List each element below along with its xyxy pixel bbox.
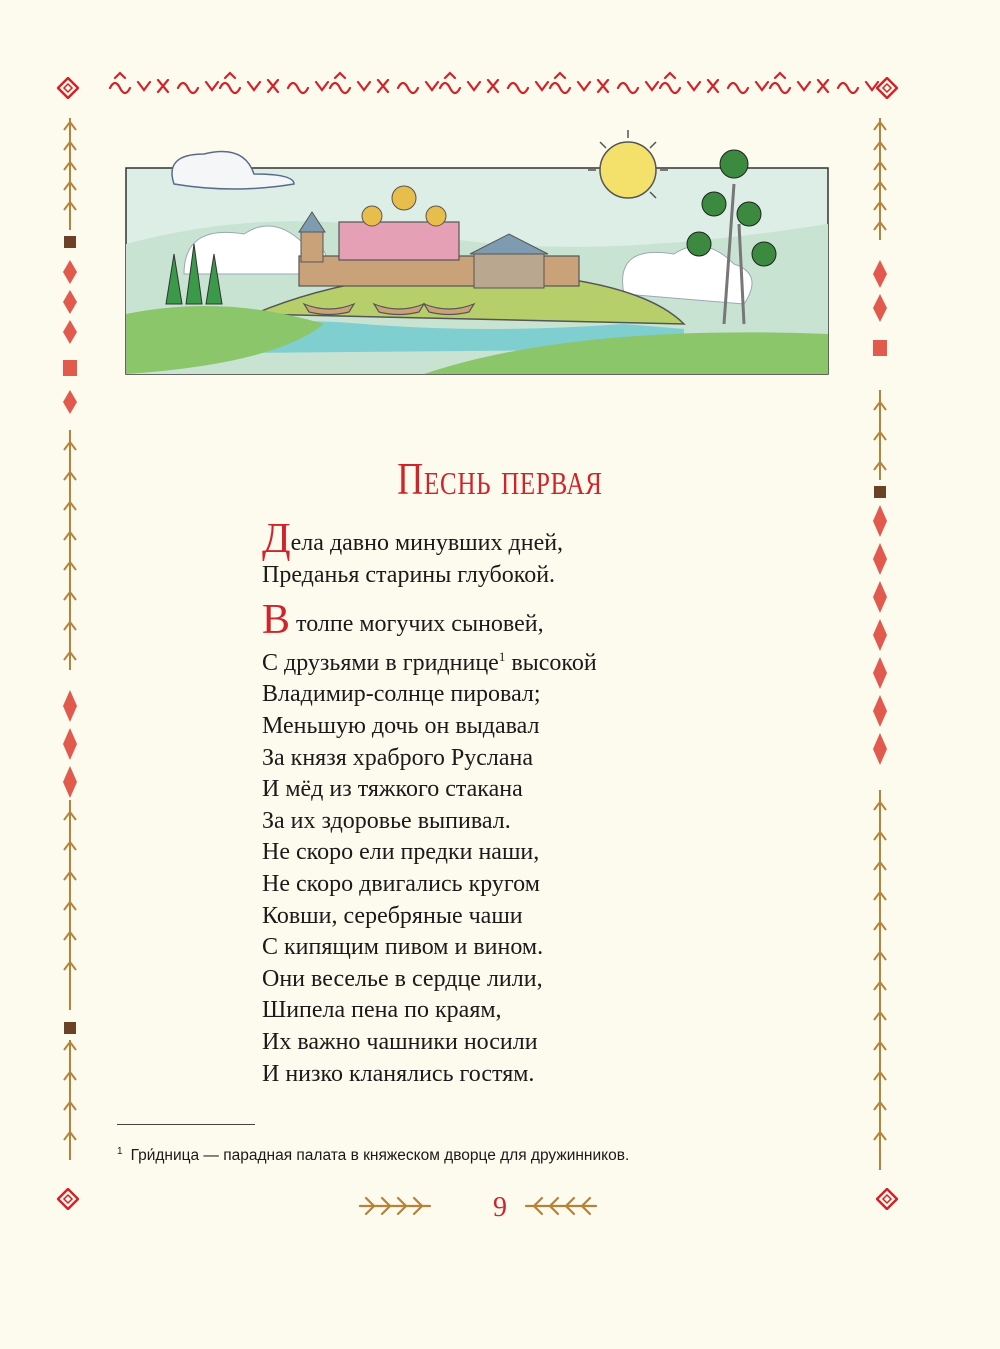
poem-line: Их важно чашники носили bbox=[262, 1028, 538, 1055]
drop-cap: Д bbox=[262, 516, 291, 562]
poem-line: И низко кланялись гостям. bbox=[262, 1060, 535, 1087]
stanza-1 bbox=[262, 516, 822, 591]
footnote-rule bbox=[117, 1124, 255, 1125]
footnote-text: — парадная палата в княжеском дворце для дружинников. bbox=[199, 1147, 630, 1164]
drop-cap: В bbox=[262, 597, 291, 644]
poem-line: Преданья старины глубокой. bbox=[262, 561, 556, 588]
left-border-ornament bbox=[58, 110, 82, 1190]
footnote-term: Гри́дница bbox=[130, 1147, 200, 1164]
poem-line: И мёд из тяжкого стакана bbox=[262, 776, 523, 803]
chapter-title: Песнь первая bbox=[397, 453, 603, 504]
poem-line: Не скоро ели предки наши, bbox=[262, 839, 540, 866]
footnote-reference[interactable]: 1 bbox=[498, 648, 506, 664]
poem-line: Владимир-солнце пировал; bbox=[262, 681, 541, 708]
poem-line: В толпе могучих сыновей, bbox=[262, 597, 544, 644]
poem-line: За князя храброго Руслана bbox=[262, 744, 533, 771]
poem-line: С кипящим пивом и вином. bbox=[262, 934, 544, 961]
poem-line: Ковши, серебряные чаши bbox=[262, 902, 523, 929]
footnote-number: 1 bbox=[117, 1146, 123, 1157]
poem-line: Они веселье в сердце лили, bbox=[262, 965, 543, 992]
poem-line: Меньшую дочь он выдавал bbox=[262, 712, 540, 739]
stanza-2 bbox=[262, 597, 822, 1090]
arrow-ornament-right bbox=[524, 1194, 598, 1218]
sun-icon bbox=[600, 142, 656, 198]
poem-line: За их здоровье выпивал. bbox=[262, 807, 511, 834]
poem-line: Дела давно минувших дней, bbox=[262, 516, 564, 562]
kremlin-landscape-illustration bbox=[124, 124, 830, 378]
footnote bbox=[117, 1146, 629, 1165]
poem-line: Не скоро двигались кругом bbox=[262, 870, 540, 897]
page-number: 9 bbox=[493, 1192, 507, 1223]
poem-body bbox=[262, 516, 822, 1090]
right-border-ornament bbox=[868, 110, 892, 1190]
poem-line: Шипела пена по краям, bbox=[262, 997, 502, 1024]
top-folk-ornament-band bbox=[60, 66, 940, 106]
poem-line: С друзьями в гриднице$^1$ высокой bbox=[262, 648, 597, 676]
